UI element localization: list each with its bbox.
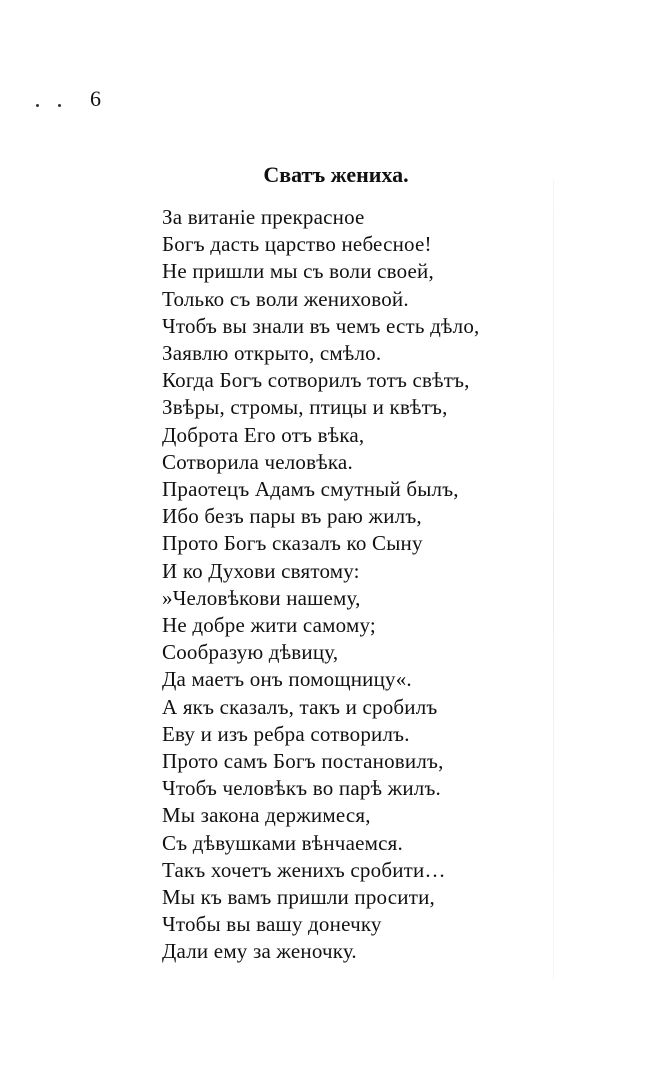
poem-line: Только съ воли жениховой. — [162, 286, 409, 311]
poem-line: Сообразую дѣвицу, — [162, 640, 339, 665]
poem-line: Не пришли мы съ воли своей, — [162, 259, 434, 284]
poem-line: И ко Духови святому: — [162, 558, 360, 583]
poem-line: Мы закона держимеся, — [162, 803, 371, 828]
poem-line: А якъ сказалъ, такъ и сробилъ — [162, 694, 438, 719]
poem-title: Сватъ жениха. — [263, 162, 409, 187]
poem-line: За витаніе прекрасное — [162, 205, 365, 229]
poem-line: Заявлю открыто, смѣло. — [162, 341, 382, 366]
speck — [36, 104, 39, 107]
poem-line: Звѣры, стромы, птицы и квѣтъ, — [162, 395, 448, 420]
poem-line: Ибо безъ пары въ раю жилъ, — [162, 504, 422, 529]
poem-line: Еву и изъ ребра сотворилъ. — [162, 721, 410, 746]
poem-line: Прото Богъ сказалъ ко Сыну — [162, 531, 423, 556]
poem-line: Съ дѣвушками вѣнчаемся. — [162, 830, 403, 855]
poem-line: Праотецъ Адамъ смутный былъ, — [162, 477, 459, 502]
poem-line: Доброта Его отъ вѣка, — [162, 422, 365, 447]
poem-line: Когда Богъ сотворилъ тотъ свѣтъ, — [162, 368, 470, 393]
poem-line: Такъ хочетъ женихъ сробити… — [162, 857, 446, 882]
page-number: 6 — [90, 86, 101, 111]
speck — [58, 104, 61, 107]
page-edge-shadow — [553, 180, 554, 980]
poem-line: Богъ дасть царство небесное! — [162, 232, 432, 257]
poem-line: Чтобъ вы знали въ чемъ есть дѣло, — [162, 313, 480, 338]
poem-line: Да маетъ онъ помощницу«. — [162, 667, 412, 692]
poem-line: Мы къ вамъ пришли просити, — [162, 885, 436, 910]
poem-lines — [162, 204, 479, 966]
poem-line: Не добре жити самому; — [162, 613, 376, 638]
poem-line: Сотворила человѣка. — [162, 449, 353, 474]
poem-line: Дали ему за женочку. — [162, 939, 357, 964]
poem-line: Прото самъ Богъ постановилъ, — [162, 749, 444, 774]
poem-line: Чтобы вы вашу донечку — [162, 912, 382, 937]
poem-line: Чтобъ человѣкъ во парѣ жилъ. — [162, 776, 441, 801]
poem-line: »Человѣкови нашему, — [162, 585, 361, 610]
